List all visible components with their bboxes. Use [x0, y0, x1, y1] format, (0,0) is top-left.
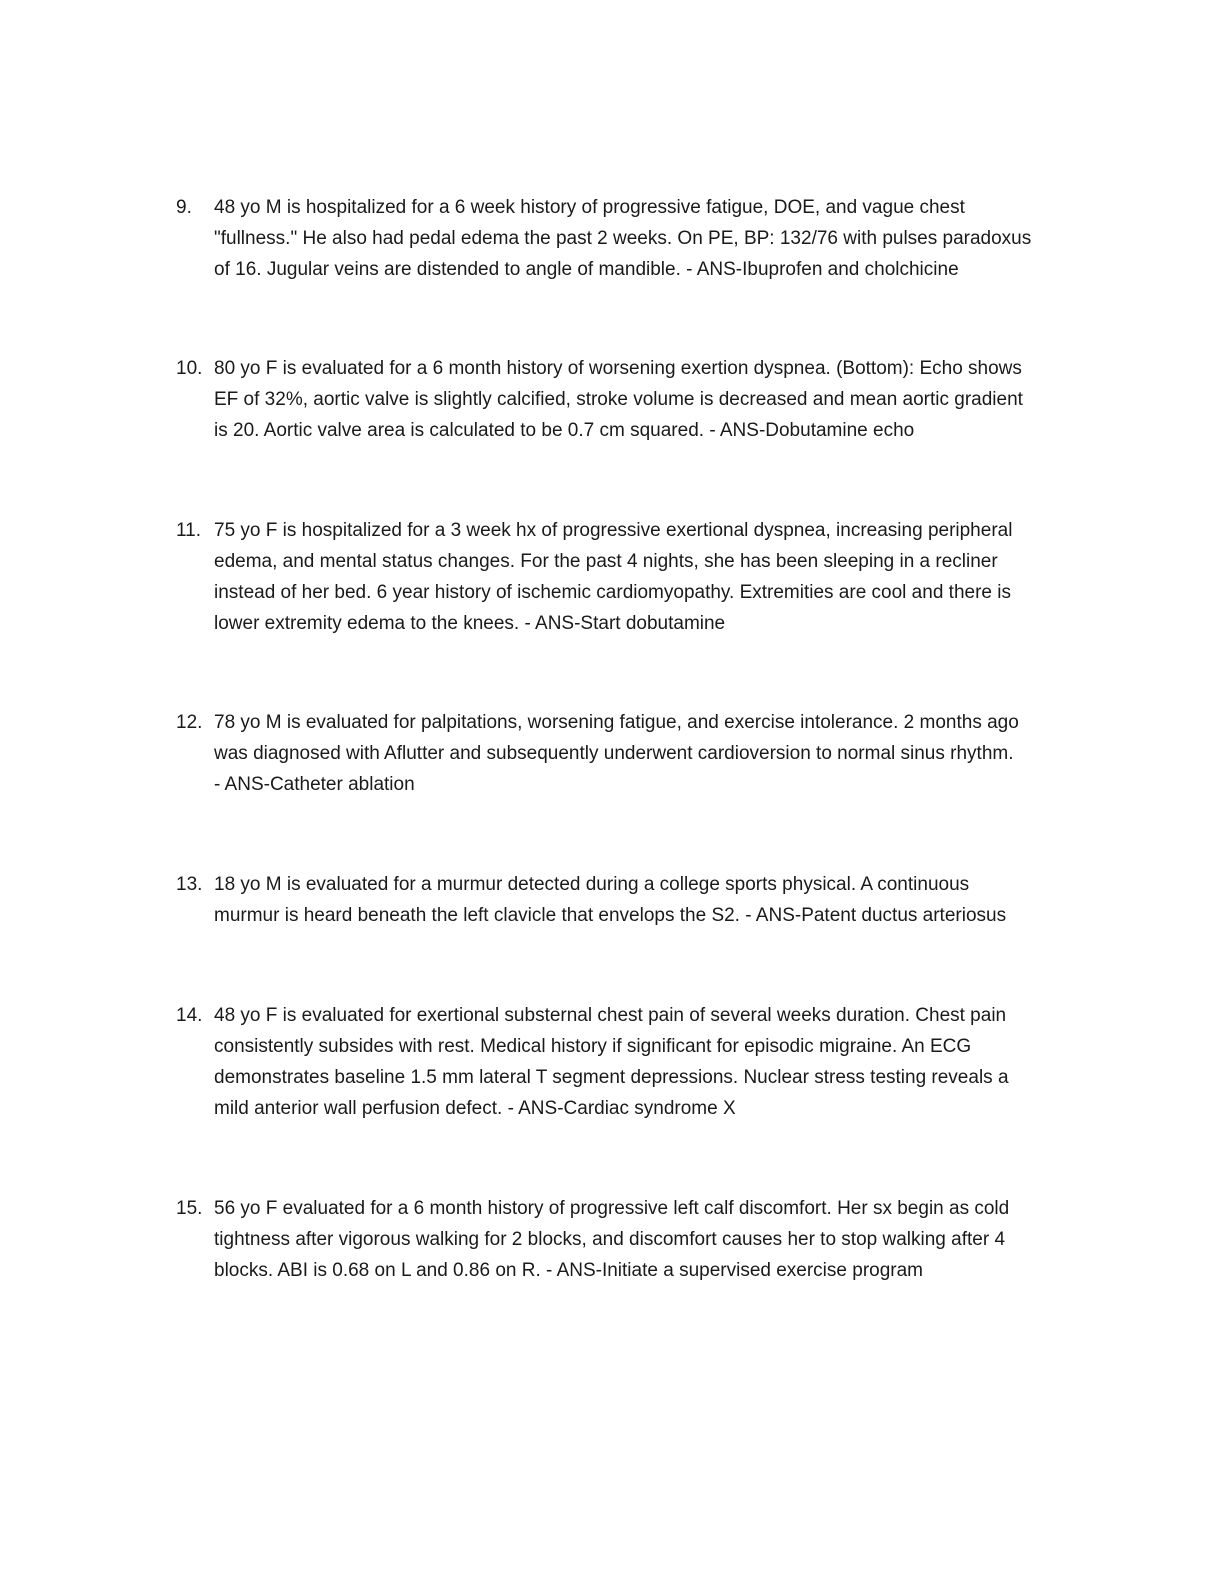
question-text: [214, 353, 1076, 446]
question-number: 15.: [176, 1198, 203, 1219]
question-line: is 20. Aortic valve area is calculated to be 0.7 cm squared. - ANS-Dobutamine echo: [214, 420, 915, 441]
question-item-11: [176, 515, 1076, 639]
question-number: 10.: [176, 358, 203, 379]
question-item-14: [176, 1000, 1076, 1124]
question-line: 78 yo M is evaluated for palpitations, worsening fatigue, and exercise intolerance. 2 months ago: [214, 712, 1019, 733]
question-text: [214, 707, 1076, 800]
question-line: 75 yo F is hospitalized for a 3 week hx of progressive exertional dyspnea, increasing peripheral: [214, 520, 1013, 541]
question-line: murmur is heard beneath the left clavicle that envelops the S2. - ANS-Patent ductus arteriosus: [214, 905, 1007, 926]
question-number: 11.: [176, 520, 202, 541]
question-line: edema, and mental status changes. For the past 4 nights, she has been sleeping in a recliner: [214, 551, 998, 572]
question-text: [214, 869, 1076, 931]
question-item-10: [176, 353, 1076, 446]
question-text: [214, 515, 1076, 639]
question-line: mild anterior wall perfusion defect. - ANS-Cardiac syndrome X: [214, 1098, 736, 1119]
question-number: 12.: [176, 712, 203, 733]
question-number: 9.: [176, 197, 192, 218]
question-line: demonstrates baseline 1.5 mm lateral T segment depressions. Nuclear stress testing reveals a: [214, 1067, 1009, 1088]
question-item-13: [176, 869, 1076, 931]
question-line: - ANS-Catheter ablation: [214, 774, 415, 795]
question-line: lower extremity edema to the knees. - ANS-Start dobutamine: [214, 613, 726, 634]
question-line: 56 yo F evaluated for a 6 month history of progressive left calf discomfort. Her sx begin as cold: [214, 1198, 1010, 1219]
question-item-15: [176, 1193, 1076, 1286]
question-number: 13.: [176, 874, 203, 895]
question-line: 48 yo F is evaluated for exertional substernal chest pain of several weeks duration. Chest pain: [214, 1005, 1007, 1026]
question-line: of 16. Jugular veins are distended to angle of mandible. - ANS-Ibuprofen and cholchicine: [214, 259, 959, 280]
question-line: 48 yo M is hospitalized for a 6 week history of progressive fatigue, DOE, and vague chest: [214, 197, 965, 218]
question-number: 14.: [176, 1005, 203, 1026]
question-line: instead of her bed. 6 year history of ischemic cardiomyopathy. Extremities are cool and there is: [214, 582, 1011, 603]
question-text: [214, 1000, 1076, 1124]
question-item-12: [176, 707, 1076, 800]
question-line: "fullness." He also had pedal edema the past 2 weeks. On PE, BP: 132/76 with pulses paradoxus: [214, 228, 1032, 249]
question-text: [214, 1193, 1076, 1286]
question-line: blocks. ABI is 0.68 on L and 0.86 on R. - ANS-Initiate a supervised exercise program: [214, 1260, 924, 1281]
question-item-9: [176, 192, 1076, 285]
question-line: EF of 32%, aortic valve is slightly calcified, stroke volume is decreased and mean aortic gradient: [214, 389, 1023, 410]
question-line: 18 yo M is evaluated for a murmur detected during a college sports physical. A continuous: [214, 874, 970, 895]
question-line: 80 yo F is evaluated for a 6 month history of worsening exertion dyspnea. (Bottom): Echo shows: [214, 358, 1022, 379]
question-text: [214, 192, 1076, 285]
question-line: tightness after vigorous walking for 2 blocks, and discomfort causes her to stop walking after 4: [214, 1229, 1006, 1250]
question-line: was diagnosed with Aflutter and subsequently underwent cardioversion to normal sinus rhythm.: [214, 743, 1014, 764]
question-line: consistently subsides with rest. Medical history if significant for episodic migraine. An ECG: [214, 1036, 972, 1057]
